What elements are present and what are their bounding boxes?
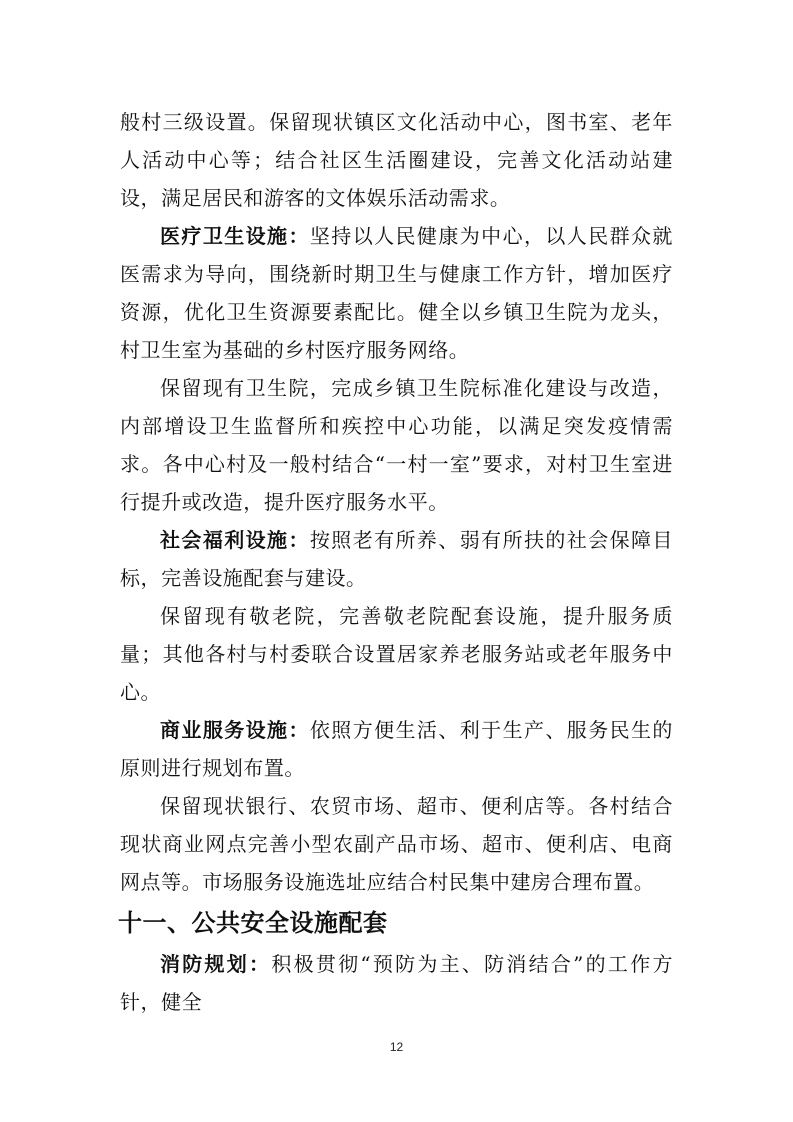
paragraph-text: 保留现有卫生院，完成乡镇卫生院标准化建设与改造，内部增设卫生监督所和疾控中心功能，以满足突发疫情需求。各中心村及一般村结合“一村一室”要求，对村卫生室进行提升或改造，提升医疗服务水平。 — [120, 376, 673, 514]
paragraph-commercial-facilities — [120, 711, 673, 787]
paragraph-text: 般村三级设置。保留现状镇区文化活动中心，图书室、老年人活动中心等；结合社区生活圈建设，完善文化活动站建设，满足居民和游客的文体娱乐活动需求。 — [120, 110, 673, 210]
paragraph-text: 保留现状银行、农贸市场、超市、便利店等。各村结合现状商业网点完善小型农副产品市场、超市、便利店、电商网点等。市场服务设施选址应结合村民集中建房合理布置。 — [120, 794, 673, 894]
paragraph-lead: 消防规划： — [160, 952, 272, 976]
paragraph-lead: 医疗卫生设施： — [160, 224, 310, 248]
paragraph-commercial-retention — [120, 787, 673, 901]
paragraph-text: 按照老有所养、弱有所扶的社会保障目标，完善设施配套与建设。 — [120, 528, 673, 590]
paragraph-welfare-facilities — [120, 521, 673, 597]
paragraph-lead: 社会福利设施： — [160, 528, 310, 552]
paragraph-lead: 商业服务设施： — [160, 718, 310, 742]
paragraph-medical-facilities — [120, 217, 673, 369]
paragraph-culture-facilities — [120, 103, 673, 217]
page-body — [120, 103, 673, 1021]
paragraph-text: 保留现有敬老院，完善敬老院配套设施，提升服务质量；其他各村与村委联合设置居家养老服务站或老年服务中心。 — [120, 604, 673, 704]
section-heading: 十一、公共安全设施配套 — [118, 909, 388, 937]
paragraph-nursing-home-retention — [120, 597, 673, 711]
paragraph-text: 坚持以人民健康为中心，以人民群众就医需求为导向，围绕新时期卫生与健康工作方针，增加医疗资源，优化卫生资源要素配比。健全以乡镇卫生院为龙头，村卫生室为基础的乡村医疗服务网络。 — [120, 224, 673, 362]
paragraph-text: 依照方便生活、利于生产、服务民生的原则进行规划布置。 — [120, 718, 673, 780]
page-number: 12 — [389, 1040, 404, 1054]
paragraph-text: 积极贯彻“预防为主、防消结合”的工作方针，健全 — [120, 952, 674, 1014]
paragraph-fire-planning — [120, 945, 673, 1021]
paragraph-health-center-retention — [120, 369, 673, 521]
